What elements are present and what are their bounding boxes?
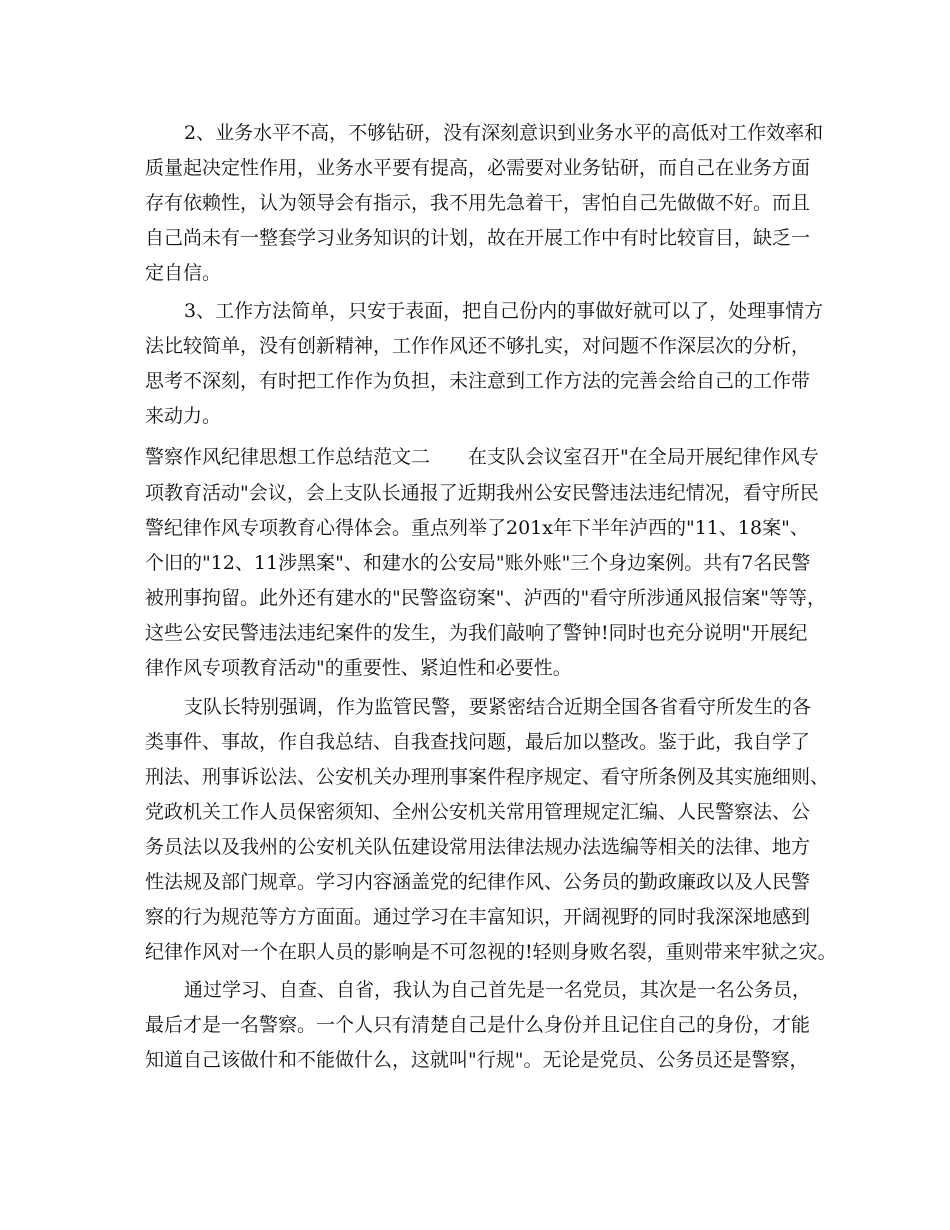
text-line: 类事件、事故，作自我总结、自我查找问题，最后加以整改。鉴于此，我自学了 [145,731,811,753]
text-line: 质量起决定性作用，业务水平要有提高，必需要对业务钻研，而自己在业务方面 [145,157,811,179]
text-line: 最后才是一名警察。一个人只有清楚自己是什么身份并且记住自己的身份，才能 [145,1014,811,1036]
text-line: 自己尚未有一整套学习业务知识的计划，故在开展工作中有时比较盲目，缺乏一 [145,227,811,249]
text-line: 知道自己该做什和不能做什么，这就叫"行规"。无论是党员、公务员还是警察， [145,1049,809,1071]
text-line: 定自信。 [145,262,222,284]
text-line: 刑法、刑事诉讼法、公安机关办理刑事案件程序规定、看守所条例及其实施细则、 [145,766,830,788]
section-heading-line: 警察作风纪律思想工作总结范文二 在支队会议室召开"在全局开展纪律作风专 [145,446,819,468]
text-line: 法比较简单，没有创新精神，工作作风还不够扎实，对问题不作深层次的分析， [145,335,811,357]
text-line: 被刑事拘留。此外还有建水的"民警盗窃案"、泸西的"看守所涉通风报信案"等等， [145,587,826,609]
text-line: 性法规及部门规章。学习内容涵盖党的纪律作风、公务员的勤政廉政以及人民警 [145,871,811,893]
text-line: 律作风专项教育活动"的重要性、紧迫性和必要性。 [145,657,572,679]
text-line: 支队长特别强调，作为监管民警，要紧密结合近期全国各省看守所发生的各 [184,696,812,718]
text-line: 党政机关工作人员保密须知、全州公安机关常用管理规定汇编、人民警察法、公 [145,801,811,823]
text-line: 通过学习、自查、自省，我认为自己首先是一名党员，其次是一名公务员， [184,979,812,1001]
text-line: 存有依赖性，认为领导会有指示，我不用先急着干，害怕自己先做做不好。而且 [145,192,811,214]
text-line: 这些公安民警违法违纪案件的发生，为我们敲响了警钟!同时也充分说明"开展纪 [145,622,808,644]
text-line: 思考不深刻，有时把工作作为负担，未注意到工作方法的完善会给自己的工作带 [145,370,811,392]
text-line: 个旧的"12、11涉黑案"、和建水的公安局"账外账"三个身边案例。共有7名民警 [145,552,811,574]
text-line: 3、工作方法简单，只安于表面，把自己份内的事做好就可以了，处理事情方 [184,300,824,322]
text-line: 务员法以及我州的公安机关队伍建设常用法律法规办法选编等相关的法律、地方 [145,836,811,858]
text-line: 2、业务水平不高，不够钻研，没有深刻意识到业务水平的高低对工作效率和 [184,122,824,144]
text-line: 来动力。 [145,405,222,427]
text-line: 纪律作风对一个在职人员的影响是不可忽视的!轻则身败名裂，重则带来牢狱之灾。 [145,941,837,963]
text-line: 警纪律作风专项教育心得体会。重点列举了201x年下半年泸西的"11、18案"、 [145,517,809,539]
text-line: 项教育活动"会议，会上支队长通报了近期我州公安民警违法违纪情况，看守所民 [145,482,819,504]
text-line: 察的行为规范等方方面面。通过学习在丰富知识，开阔视野的同时我深深地感到 [145,906,811,928]
